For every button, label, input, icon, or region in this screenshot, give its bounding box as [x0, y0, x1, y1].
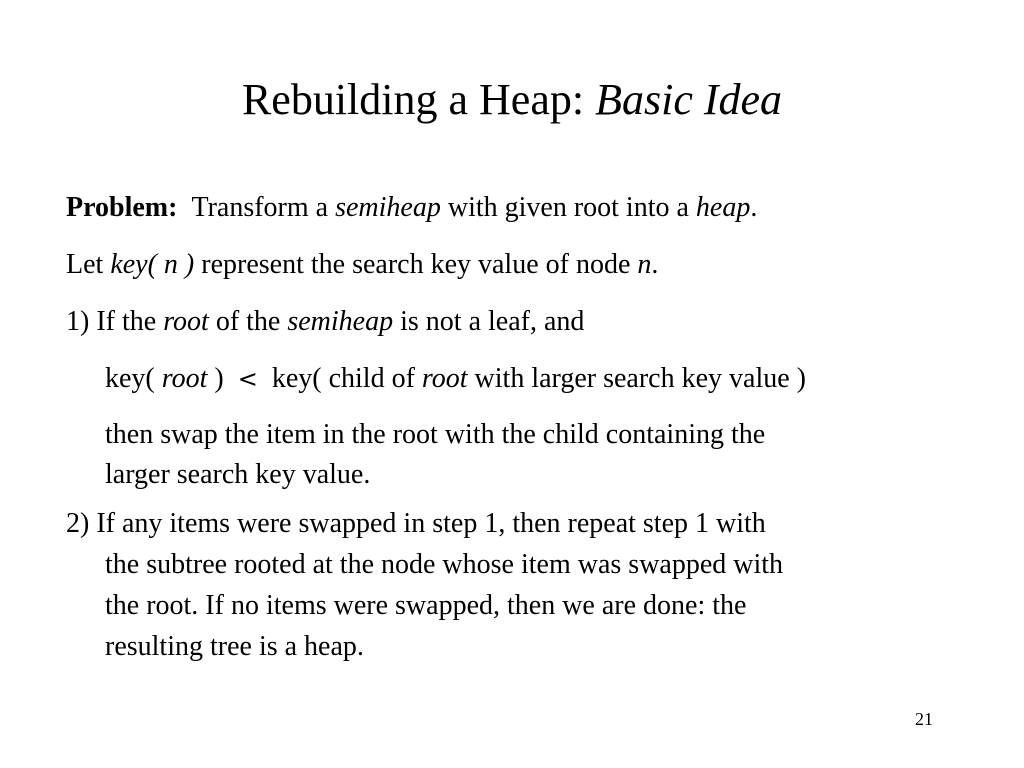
- step1-text-3: is not a leaf, and: [393, 306, 585, 337]
- condition-text-4: with larger search key value ): [467, 363, 806, 394]
- step1-text-2: of the: [208, 306, 288, 337]
- step2-line-2: the subtree rooted at the node whose item was swapped with: [105, 549, 784, 580]
- title-main: Rebuilding a Heap:: [241, 75, 596, 124]
- step2-line-1: 2) If any items were swapped in step 1, then repeat step 1 with: [66, 508, 766, 539]
- less-than-symbol: <: [237, 365, 258, 393]
- title-emphasis: Basic Idea: [595, 75, 783, 124]
- let-key-n: key( n ): [110, 249, 195, 280]
- step1-root: root: [163, 306, 209, 337]
- problem-line: [66, 188, 757, 228]
- condition-text-1: key(: [105, 363, 162, 394]
- condition-root-2: root: [421, 363, 468, 394]
- problem-text-2: with given root into a: [440, 192, 696, 223]
- let-text-2: represent the search key value of node: [194, 249, 638, 280]
- condition-text-3: key( child of: [271, 363, 422, 394]
- slide-title: [0, 72, 1024, 128]
- condition-text-2: ): [207, 363, 224, 394]
- problem-text-3: .: [750, 192, 758, 223]
- step2-line-3: the root. If no items were swapped, then we are done: the: [105, 590, 747, 621]
- let-line: [66, 245, 658, 285]
- step1-semiheap: semiheap: [287, 306, 394, 337]
- problem-label: Problem:: [66, 192, 178, 223]
- condition-line: [105, 359, 806, 399]
- then-swap-line-2: larger search key value.: [105, 459, 371, 490]
- page-number: 21: [915, 709, 933, 729]
- problem-heap: heap: [695, 192, 751, 223]
- step2-line-4: resulting tree is a heap.: [105, 631, 364, 662]
- problem-text-1: Transform a: [191, 192, 336, 223]
- step1-text-1: 1) If the: [66, 306, 164, 337]
- condition-root: root: [161, 363, 208, 394]
- then-swap-line-1: then swap the item in the root with the child containing the: [105, 419, 766, 450]
- problem-semiheap: semiheap: [335, 192, 441, 223]
- step1-line: [66, 302, 584, 342]
- let-text-1: Let: [66, 249, 111, 280]
- let-text-3: .: [651, 249, 659, 280]
- let-n: n: [637, 249, 652, 280]
